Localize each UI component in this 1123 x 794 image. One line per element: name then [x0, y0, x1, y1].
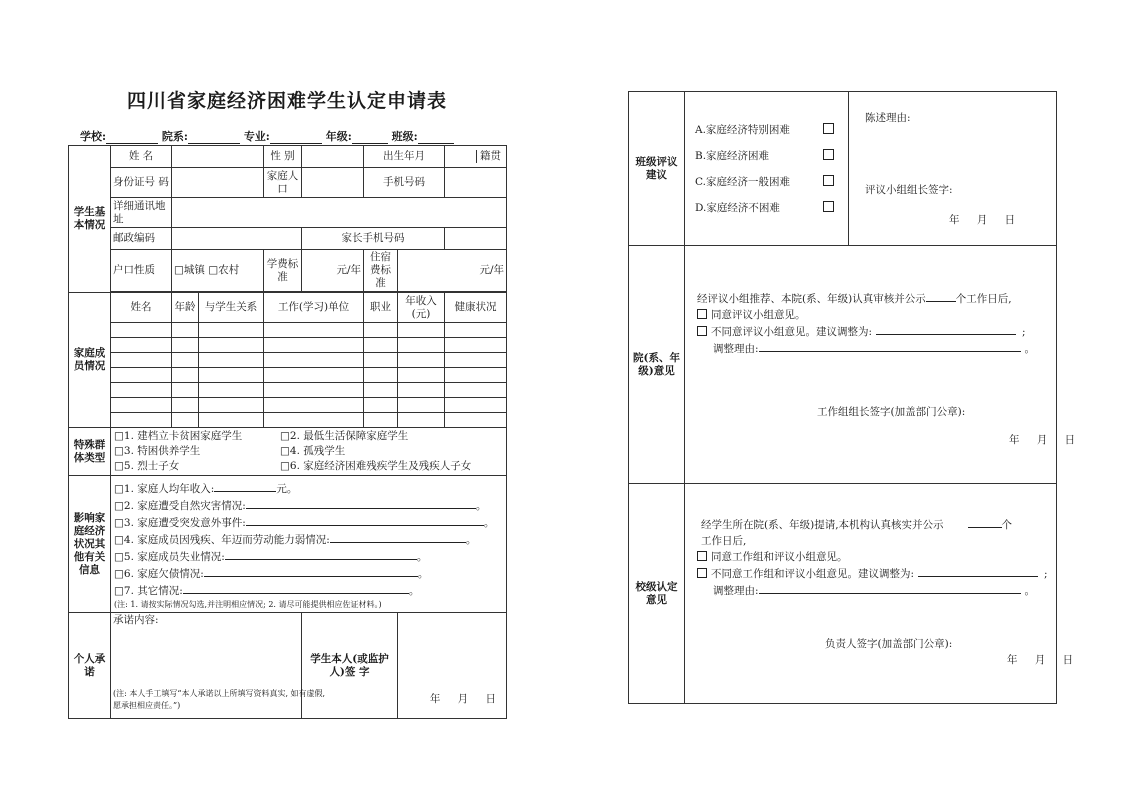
family-pop-field[interactable] [302, 168, 364, 198]
name-label: 姓 名 [111, 146, 172, 168]
birth-label: 出生年月 [364, 146, 445, 168]
college-semicolon: ; [1022, 326, 1026, 338]
family-cell[interactable] [445, 353, 507, 368]
family-cell[interactable] [398, 398, 445, 413]
school-label: 学校: [80, 130, 107, 143]
family-header-relation: 与学生关系 [199, 293, 264, 323]
factor-4: □4. 家庭成员因残疾、年迈而劳动能力弱情况: [114, 534, 330, 546]
factor-3-period: 。 [483, 517, 495, 529]
family-cell[interactable] [264, 383, 364, 398]
special-5-label: 5. 烈士子女 [123, 460, 180, 472]
factor-1-unit: 元。 [276, 483, 298, 495]
family-cell[interactable] [445, 383, 507, 398]
school-date: 年 月 日 [1007, 654, 1074, 666]
family-header-job: 职业 [364, 293, 398, 323]
class-field[interactable] [418, 132, 454, 144]
family-section-label: 家庭成员情况 [69, 293, 111, 428]
college-agree-checkbox[interactable] [697, 309, 707, 319]
factor-7-period: 。 [408, 585, 420, 597]
phone-field[interactable] [445, 168, 507, 198]
factor-3: □3. 家庭遭受突发意外事件: [114, 517, 246, 529]
hukou-options [172, 250, 264, 292]
factor-5-period: 。 [416, 551, 428, 563]
pledge-date: 年 月 日 [429, 693, 496, 705]
family-cell[interactable] [111, 368, 172, 383]
family-cell[interactable] [199, 338, 264, 353]
birth-and-origin-field[interactable] [445, 146, 507, 168]
factors-content [111, 476, 507, 613]
id-field[interactable] [172, 168, 264, 198]
college-line1: 经评议小组推荐、本院(系、年级)认真审核并公示 [697, 293, 926, 305]
factors-note: (注: 1. 请按实际情况勾选,并注明相应情况; 2. 请尽可能提供相应佐证材料。) [114, 600, 382, 609]
factor-3-field[interactable] [246, 514, 484, 526]
address-label: 详细通讯地址 [111, 198, 172, 228]
special-6-checkbox[interactable]: □ [280, 460, 290, 472]
college-disagree-label: 不同意评议小组意见。建议调整为: [711, 326, 873, 338]
family-cell[interactable] [199, 323, 264, 338]
tuition-field[interactable] [302, 250, 364, 292]
special-4-checkbox[interactable]: □ [280, 445, 290, 457]
special-1-checkbox[interactable]: □ [114, 430, 124, 442]
option-b-checkbox[interactable] [823, 149, 834, 160]
factor-5: □5. 家庭成员失业情况: [114, 551, 225, 563]
family-header-age: 年龄 [172, 293, 199, 323]
family-cell[interactable] [398, 413, 445, 428]
factor-7: □7. 其它情况: [114, 585, 183, 597]
family-cell[interactable] [445, 323, 507, 338]
school-adjust-reason-label: 调整理由: [713, 585, 759, 597]
family-cell[interactable] [364, 323, 398, 338]
factor-6-period: 。 [417, 568, 429, 580]
college-agree-label: 同意评议小组意见。 [711, 309, 806, 321]
college-days-field[interactable] [926, 290, 956, 302]
school-adjust-reason-field[interactable] [759, 582, 1021, 594]
pledge-content[interactable] [111, 613, 326, 719]
factor-7-field[interactable] [183, 582, 409, 594]
class-eval-sign-label: 评议小组组长签字: [865, 184, 953, 196]
class-eval-options [685, 92, 849, 246]
family-header-name: 姓名 [111, 293, 172, 323]
family-cell[interactable] [364, 398, 398, 413]
option-b-label: B.家庭经济困难 [695, 149, 770, 162]
family-header-health: 健康状况 [445, 293, 507, 323]
school-line1-end: 个 [1001, 519, 1013, 531]
id-label: 身份证号 码 [111, 168, 172, 198]
phone-label: 手机号码 [364, 168, 445, 198]
gender-label: 性 别 [264, 146, 302, 168]
class-eval-date: 年 月 日 [949, 214, 1016, 226]
factor-6-field[interactable] [204, 565, 418, 577]
family-header-workplace: 工作(学习)单位 [264, 293, 364, 323]
special-2-checkbox[interactable]: □ [280, 430, 290, 442]
family-cell[interactable] [172, 413, 199, 428]
family-cell[interactable] [445, 398, 507, 413]
family-cell[interactable] [264, 398, 364, 413]
family-cell[interactable] [111, 383, 172, 398]
special-5-checkbox[interactable]: □ [114, 460, 124, 472]
college-adjust-reason-label: 调整理由: [713, 343, 759, 355]
family-cell[interactable] [364, 353, 398, 368]
family-cell[interactable] [364, 383, 398, 398]
pledge-note: (注: 本人手工填写“本人承诺以上所填写资料真实, 如有虚假, 愿承担相应责任。”) [113, 689, 326, 710]
class-label: 班级: [391, 130, 418, 143]
factor-1-field[interactable] [214, 480, 276, 492]
school-line1: 经学生所在院(系、年级)提请,本机构认真核实并公示 [701, 519, 944, 531]
family-cell[interactable] [264, 353, 364, 368]
application-form-right [628, 91, 1076, 704]
school-disagree-checkbox[interactable] [697, 568, 707, 578]
urban-checkbox[interactable]: □ [174, 264, 184, 276]
college-sign-label: 工作组组长签字(加盖部门公章): [817, 406, 966, 418]
family-cell[interactable] [111, 338, 172, 353]
college-opinion-cell [685, 246, 1076, 484]
family-cell[interactable] [172, 398, 199, 413]
family-cell[interactable] [199, 413, 264, 428]
school-sign-label: 负责人签字(加盖部门公章): [825, 638, 953, 650]
name-field[interactable] [172, 146, 264, 168]
parent-phone-label: 家长手机号码 [302, 228, 445, 250]
family-cell[interactable] [445, 338, 507, 353]
family-cell[interactable] [364, 338, 398, 353]
special-options [111, 428, 507, 476]
factor-6: □6. 家庭欠债情况: [114, 568, 204, 580]
family-cell[interactable] [364, 413, 398, 428]
tuition-unit: 元/年 [336, 264, 361, 276]
factor-1: □1. 家庭人均年收入: [114, 483, 215, 495]
address-field[interactable] [172, 198, 507, 228]
college-section-label: 院(系、年级)意见 [629, 246, 685, 484]
special-6-label: 6. 家庭经济困难残疾学生及残疾人子女 [289, 460, 472, 472]
family-cell[interactable] [199, 368, 264, 383]
school-disagree-label: 不同意工作组和评议小组意见。建议调整为: [711, 568, 915, 580]
family-cell[interactable] [172, 323, 199, 338]
family-cell[interactable] [111, 353, 172, 368]
gender-field[interactable] [302, 146, 364, 168]
urban-label: 城镇 [183, 264, 205, 276]
special-4-label: 4. 孤残学生 [289, 445, 346, 457]
option-c-checkbox[interactable] [823, 175, 834, 186]
family-cell[interactable] [264, 413, 364, 428]
college-label: 院系: [161, 130, 188, 143]
option-d-checkbox[interactable] [823, 201, 834, 212]
school-semicolon: ; [1044, 568, 1048, 580]
family-cell[interactable] [398, 383, 445, 398]
school-opinion-cell [685, 484, 1074, 704]
college-adjust-reason-field[interactable] [759, 340, 1021, 352]
family-cell[interactable] [445, 368, 507, 383]
grade-label: 年级: [325, 130, 352, 143]
school-field[interactable] [106, 132, 158, 144]
family-pop-label: 家庭人口 [264, 168, 302, 198]
pledge-section-label: 个人承诺 [69, 613, 111, 719]
college-disagree-checkbox[interactable] [697, 326, 707, 336]
special-3-label: 3. 特困供养学生 [123, 445, 201, 457]
factor-5-field[interactable] [225, 548, 417, 560]
hukou-label: 户口性质 [111, 250, 172, 292]
family-cell[interactable] [264, 338, 364, 353]
dorm-unit: 元/年 [479, 264, 504, 276]
school-section-label: 校级认定意见 [629, 484, 685, 704]
origin-label: 籍贯 [476, 150, 504, 163]
grade-field[interactable] [352, 132, 388, 144]
option-a-label: A.家庭经济特别困难 [695, 123, 790, 136]
form-title: 四川省家庭经济困难学生认定申请表 [126, 90, 447, 112]
option-d-label: D.家庭经济不困难 [695, 201, 780, 214]
family-cell[interactable] [264, 323, 364, 338]
school-days-field[interactable] [968, 516, 1002, 528]
family-cell[interactable] [172, 338, 199, 353]
parent-phone-field[interactable] [445, 228, 507, 250]
special-1-label: 1. 建档立卡贫困家庭学生 [123, 430, 243, 442]
family-cell[interactable] [264, 368, 364, 383]
family-cell[interactable] [172, 353, 199, 368]
special-section-label: 特殊群体类型 [69, 428, 111, 476]
school-info-line [80, 128, 510, 144]
rural-label: 农村 [218, 264, 240, 276]
school-period: 。 [1024, 585, 1036, 597]
pledge-sign-field[interactable] [398, 613, 507, 719]
factor-4-field[interactable] [330, 531, 466, 543]
family-cell[interactable] [199, 383, 264, 398]
school-agree-label: 同意工作组和评议小组意见。 [711, 551, 848, 563]
option-c-label: C.家庭经济一般困难 [695, 175, 790, 188]
dorm-label: 住宿费标准 [364, 250, 398, 292]
family-cell[interactable] [398, 353, 445, 368]
factors-section-label: 影响家庭经济状况其他有关信息 [69, 476, 111, 613]
college-line1-end: 个工作日后, [955, 293, 1012, 305]
family-header-income: 年收入(元) [398, 293, 445, 323]
college-period: 。 [1024, 343, 1036, 355]
dorm-field[interactable] [398, 250, 507, 292]
pledge-signer-label: 学生本人(或监护人)签 字 [302, 613, 398, 719]
family-cell[interactable] [199, 353, 264, 368]
family-cell[interactable] [111, 398, 172, 413]
major-field[interactable] [270, 132, 322, 144]
factor-2-period: 。 [475, 500, 487, 512]
special-2-label: 2. 最低生活保障家庭学生 [289, 430, 409, 442]
college-field[interactable] [188, 132, 240, 144]
college-adjust-field[interactable] [876, 323, 1016, 335]
class-eval-reason-label: 陈述理由: [865, 112, 911, 124]
family-cell[interactable] [111, 323, 172, 338]
option-a-checkbox[interactable] [823, 123, 834, 134]
application-form-left [68, 145, 507, 719]
school-adjust-field[interactable] [918, 565, 1038, 577]
tuition-label: 学费标准 [264, 250, 302, 292]
family-cell[interactable] [398, 323, 445, 338]
rural-checkbox[interactable]: □ [208, 264, 219, 276]
school-line2: 工作日后, [701, 535, 747, 547]
pledge-content-label: 承诺内容: [113, 614, 159, 626]
family-cell[interactable] [199, 398, 264, 413]
class-eval-section-label: 班级评议建议 [629, 92, 685, 246]
postcode-field[interactable] [172, 228, 302, 250]
factor-2-field[interactable] [246, 497, 476, 509]
family-cell[interactable] [445, 413, 507, 428]
special-3-checkbox[interactable]: □ [114, 445, 124, 457]
family-cell[interactable] [172, 383, 199, 398]
family-cell[interactable] [398, 338, 445, 353]
basic-section-label: 学生基本情况 [69, 146, 111, 293]
postcode-label: 邮政编码 [111, 228, 172, 250]
family-cell[interactable] [364, 368, 398, 383]
family-cell[interactable] [398, 368, 445, 383]
factor-2: □2. 家庭遭受自然灾害情况: [114, 500, 246, 512]
college-date: 年 月 日 [1009, 434, 1076, 446]
major-label: 专业: [243, 130, 270, 143]
class-eval-reason-cell[interactable] [849, 92, 1057, 246]
school-agree-checkbox[interactable] [697, 551, 707, 561]
factor-4-period: 。 [465, 534, 477, 546]
family-cell[interactable] [111, 413, 172, 428]
family-cell[interactable] [172, 368, 199, 383]
